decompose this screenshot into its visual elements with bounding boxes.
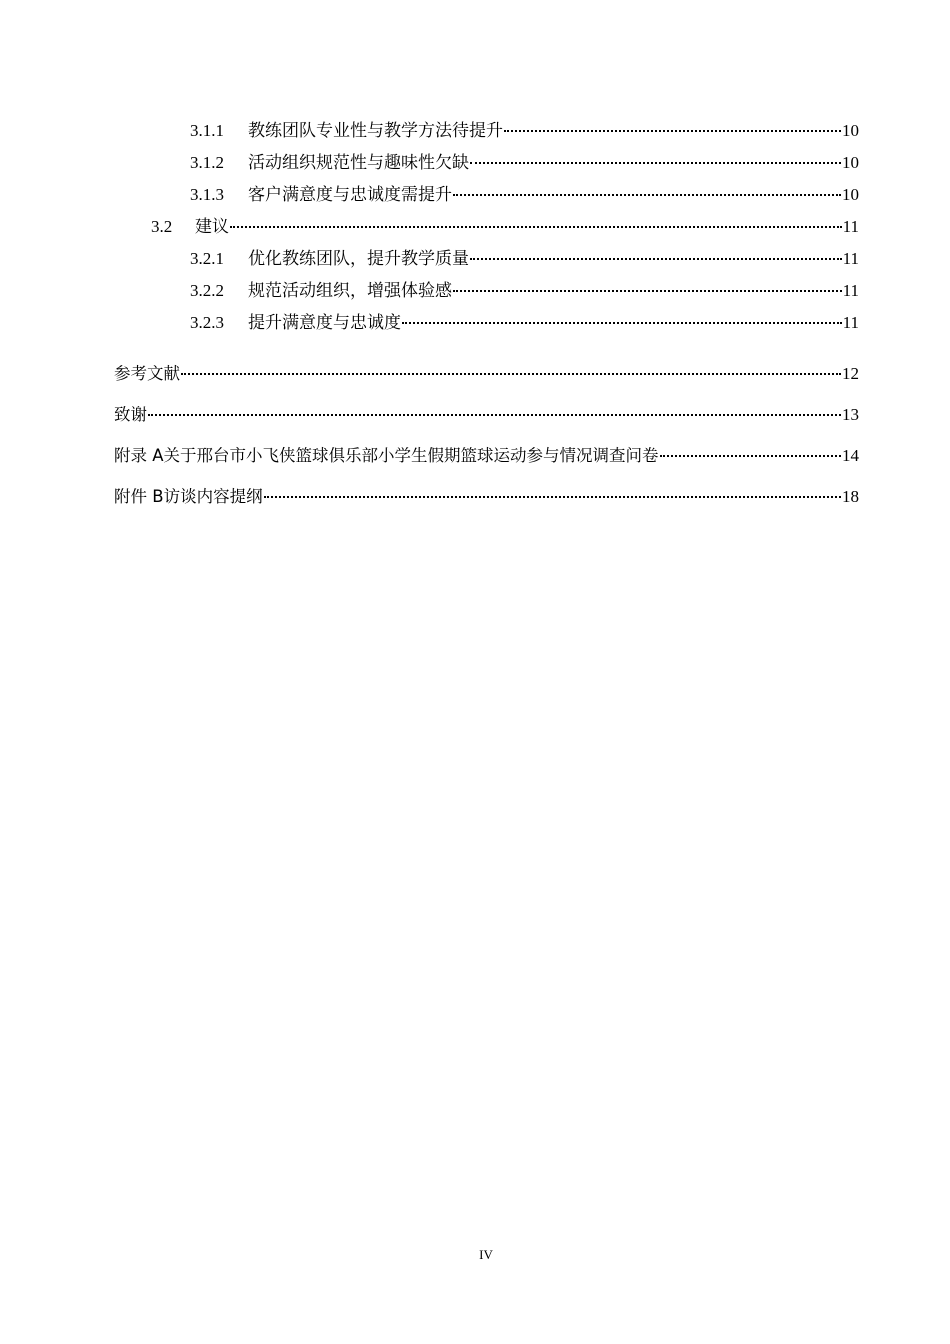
toc-entry-title: 关于邢台市小飞侠篮球俱乐部小学生假期篮球运动参与情况调查问卷 xyxy=(163,445,659,465)
toc-leader-dots xyxy=(181,356,841,375)
toc-entry-appendix-a[interactable] xyxy=(114,423,859,464)
toc-entry-page: 11 xyxy=(842,249,859,268)
toc-entry-appendix-b[interactable] xyxy=(114,464,859,505)
toc-entry-number: 3.1.1 xyxy=(190,121,224,140)
toc-entry-page: 18 xyxy=(842,486,859,506)
toc-entry-page: 13 xyxy=(842,404,859,424)
toc-entry-title: 参考文献 xyxy=(114,363,180,383)
toc-entry-title: 活动组织规范性与趣味性欠缺 xyxy=(248,153,469,172)
toc-entry-title: 客户满意度与忠诚度需提升 xyxy=(248,185,452,204)
toc-entry-number: 3.2.2 xyxy=(190,281,224,300)
toc-leader-dots xyxy=(453,273,842,292)
toc-entry-page: 11 xyxy=(842,281,859,300)
toc-entry-page: 14 xyxy=(842,445,859,465)
table-of-contents xyxy=(114,117,859,505)
toc-entry-page: 10 xyxy=(842,121,859,140)
toc-entry-title: 教练团队专业性与教学方法待提升 xyxy=(248,121,503,140)
toc-entry-number: 3.1.2 xyxy=(190,153,224,172)
toc-entry-number: 附件 B xyxy=(114,486,164,506)
toc-entry-page: 11 xyxy=(842,217,859,236)
toc-entry-number: 附录 A xyxy=(114,445,164,465)
toc-leader-dots xyxy=(230,209,842,228)
toc-entry-acknowledgements[interactable] xyxy=(114,382,859,423)
toc-entry-title: 访谈内容提纲 xyxy=(163,486,263,506)
toc-leader-dots xyxy=(504,113,841,132)
toc-entry-number: 3.2 xyxy=(151,217,173,236)
toc-leader-dots xyxy=(660,438,841,457)
toc-entry-title: 建议 xyxy=(195,217,229,236)
toc-entry-page: 12 xyxy=(842,363,859,383)
toc-leader-dots xyxy=(453,177,841,196)
toc-entry-page: 10 xyxy=(842,185,859,204)
toc-entry-number: 3.1.3 xyxy=(190,185,224,204)
toc-leader-dots xyxy=(402,305,842,324)
toc-leader-dots xyxy=(470,241,842,260)
toc-entry-3-2-3[interactable] xyxy=(114,309,859,341)
toc-entry-number: 3.2.3 xyxy=(190,313,224,332)
toc-entry-page: 10 xyxy=(842,153,859,172)
toc-leader-dots xyxy=(470,145,841,164)
toc-entry-title: 优化教练团队，提升教学质量 xyxy=(248,249,469,268)
page-footer-number: IV xyxy=(479,1247,493,1262)
toc-entry-number: 3.2.1 xyxy=(190,249,224,268)
toc-entry-references[interactable] xyxy=(114,341,859,382)
toc-entry-title: 规范活动组织，增强体验感 xyxy=(248,281,452,300)
toc-entry-title: 提升满意度与忠诚度 xyxy=(248,313,401,332)
toc-leader-dots xyxy=(264,479,841,498)
toc-entry-title: 致谢 xyxy=(114,404,147,424)
toc-entry-page: 11 xyxy=(842,313,859,332)
toc-leader-dots xyxy=(148,397,841,416)
